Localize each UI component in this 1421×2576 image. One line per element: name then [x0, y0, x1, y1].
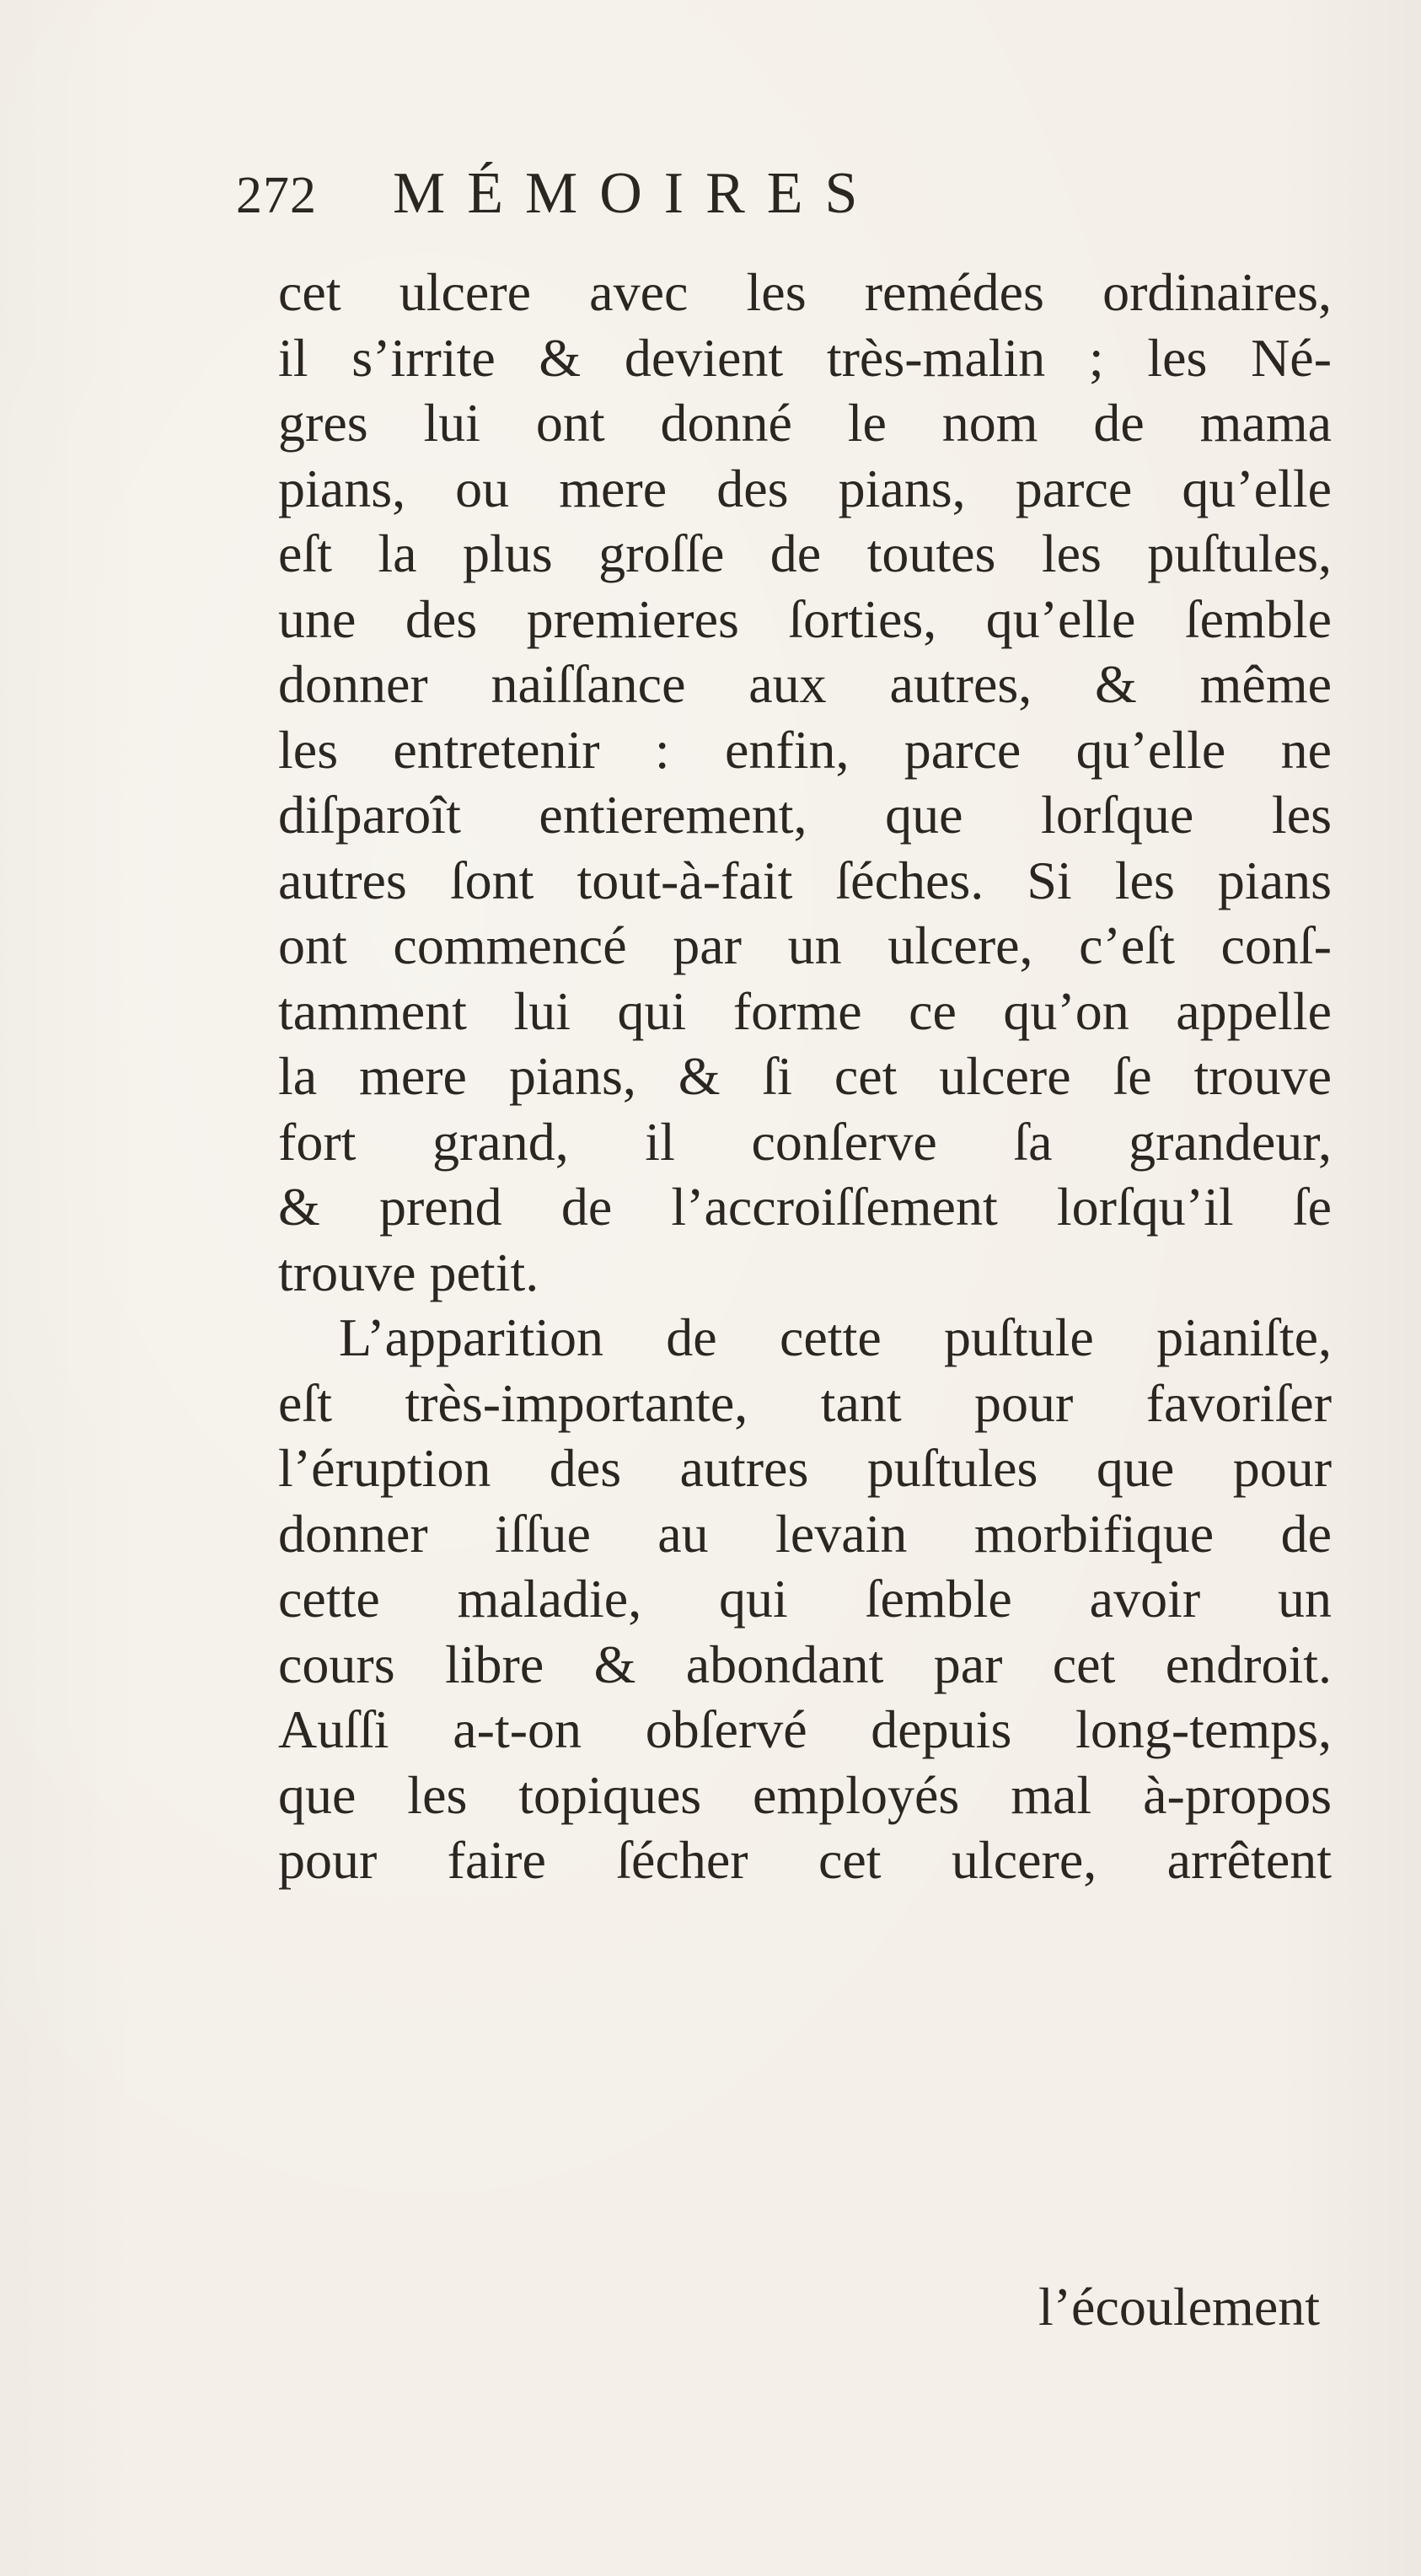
text-line-23: Auſſi a-t-on obſervé depuis long-temps,: [278, 1699, 1332, 1759]
text-line-3: gres lui ont donné le nom de mama: [278, 393, 1332, 453]
text-line-19: l’éruption des autres puſtules que pour: [278, 1438, 1332, 1498]
text-line-6: une des premieres ſorties, qu’elle ſemble: [278, 588, 1332, 649]
text-line-7: donner naiſſance aux autres, & même: [278, 654, 1332, 714]
text-line-10: autres ſont tout-à-fait ſéches. Si les pians: [278, 850, 1332, 910]
text-line-9: diſparoît entierement, que lorſque les: [278, 785, 1332, 845]
text-line-25: pour faire ſécher cet ulcere, arrêtent: [278, 1830, 1332, 1890]
text-line-8: les entretenir : enfin, parce qu’elle ne: [278, 719, 1332, 780]
text-line-12: tamment lui qui forme ce qu’on appelle: [278, 980, 1332, 1041]
running-title: MÉMOIRES: [393, 161, 880, 226]
text-line-17: L’apparition de cette puſtule pianiſte,: [339, 1307, 1332, 1367]
text-line-16: trouve petit.: [278, 1242, 539, 1302]
text-line-15: & prend de l’accroiſſement lorſqu’il ſe: [278, 1177, 1332, 1237]
running-head: [236, 160, 1290, 236]
body-text: [278, 260, 1332, 1893]
catchword: l’écoulement: [1038, 2277, 1320, 2337]
text-line-20: donner iſſue au levain morbifique de: [278, 1503, 1332, 1564]
text-line-11: ont commencé par un ulcere, c’eſt conſ-: [278, 915, 1332, 975]
text-line-1: cet ulcere avec les remédes ordinaires,: [278, 262, 1332, 322]
text-line-21: cette maladie, qui ſemble avoir un: [278, 1569, 1332, 1629]
text-line-5: eſt la plus groſſe de toutes les puſtules,: [278, 523, 1332, 583]
page-number: 272: [236, 167, 317, 224]
text-line-24: que les topiques employés mal à-propos: [278, 1764, 1332, 1825]
text-line-18: eſt très-importante, tant pour favoriſer: [278, 1372, 1332, 1433]
text-line-2: il s’irrite & devient très-malin ; les Né-: [278, 327, 1332, 388]
text-line-4: pians, ou mere des pians, parce qu’elle: [278, 458, 1332, 518]
text-line-14: fort grand, il conſerve ſa grandeur,: [278, 1111, 1332, 1172]
text-line-22: cours libre & abondant par cet endroit.: [278, 1634, 1332, 1694]
text-line-13: la mere pians, & ſi cet ulcere ſe trouve: [278, 1046, 1332, 1106]
